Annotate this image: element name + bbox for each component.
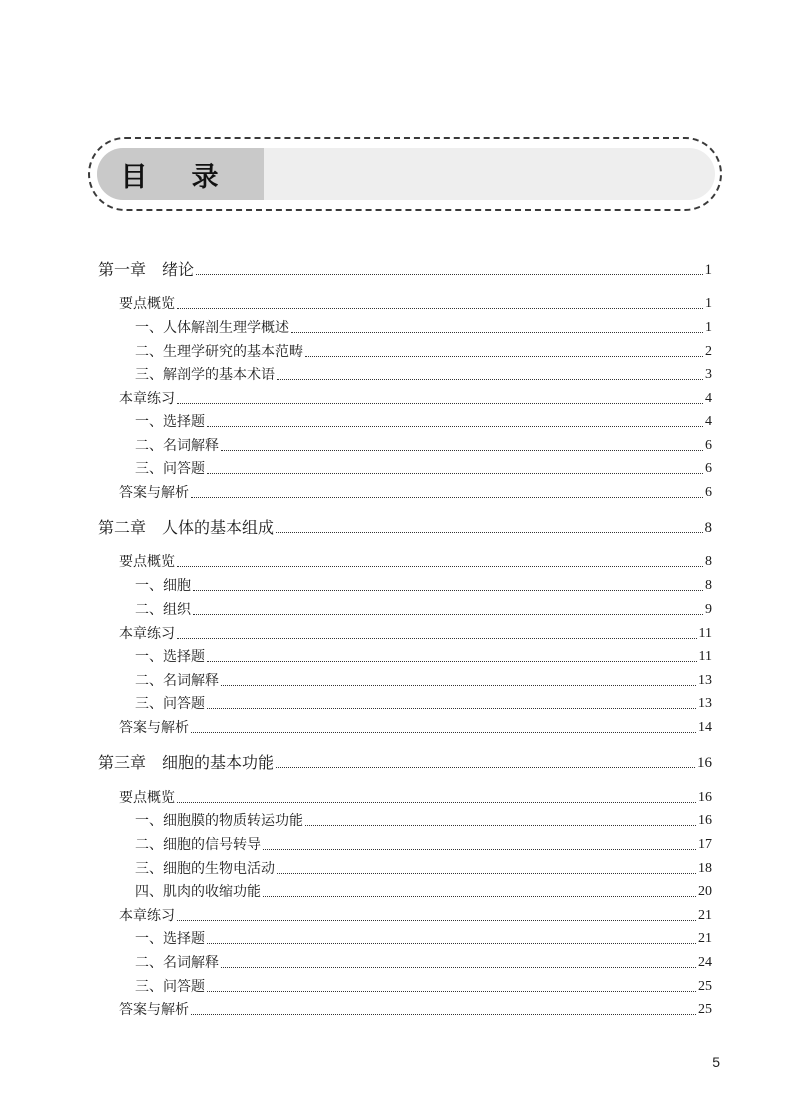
toc-entry-page: 16 [698, 813, 712, 828]
dot-leader [221, 450, 703, 451]
toc-entry-label: 本章练习 [119, 626, 175, 642]
toc-entry-page: 13 [698, 696, 712, 711]
toc-entry[interactable] [135, 456, 712, 478]
toc-entry[interactable] [119, 386, 712, 408]
toc-entry[interactable] [119, 291, 712, 313]
toc-entry[interactable] [119, 549, 712, 571]
toc-entry-page: 8 [704, 520, 712, 536]
toc-chapter-entry[interactable] [98, 750, 712, 772]
toc-entry-page: 2 [705, 344, 712, 359]
toc-entry-label: 一、细胞 [135, 578, 191, 594]
toc-entry-label: 三、细胞的生物电活动 [135, 861, 275, 877]
dot-leader [291, 332, 703, 333]
toc-entry-label: 答案与解析 [119, 1002, 189, 1018]
toc-entry-label: 答案与解析 [119, 720, 189, 736]
dot-leader [221, 685, 696, 686]
dot-leader [277, 873, 696, 874]
toc-entry-page: 24 [698, 955, 712, 970]
dot-leader [263, 849, 696, 850]
dot-leader [207, 708, 696, 709]
dot-leader [263, 896, 696, 897]
dot-leader [207, 991, 696, 992]
toc-entry[interactable] [135, 879, 712, 901]
toc-entry[interactable] [119, 997, 712, 1019]
dot-leader [221, 967, 696, 968]
toc-entry-page: 8 [705, 578, 712, 593]
toc-entry-page: 20 [698, 884, 712, 899]
toc-entry-label: 四、肌肉的收缩功能 [135, 884, 261, 900]
toc-entry-page: 1 [705, 320, 712, 335]
dot-leader [177, 920, 696, 921]
toc-entry-page: 6 [705, 438, 712, 453]
toc-entry-label: 二、生理学研究的基本范畴 [135, 344, 303, 360]
dot-leader [193, 590, 703, 591]
toc-entry-page: 1 [705, 296, 712, 311]
dot-leader [305, 356, 703, 357]
dot-leader [177, 566, 703, 567]
toc-entry-label: 一、选择题 [135, 931, 205, 947]
dot-leader [193, 614, 703, 615]
toc-entry[interactable] [135, 668, 712, 690]
toc-entry-page: 11 [698, 626, 712, 641]
toc-entry[interactable] [119, 715, 712, 737]
toc-entry[interactable] [135, 644, 712, 666]
toc-entry-label: 三、解剖学的基本术语 [135, 367, 275, 383]
toc-entry-page: 25 [698, 1002, 712, 1017]
toc-entry-page: 4 [705, 414, 712, 429]
dot-leader [276, 532, 702, 533]
toc-entry-page: 9 [705, 602, 712, 617]
toc-entry-page: 4 [705, 391, 712, 406]
toc-entry[interactable] [135, 832, 712, 854]
toc-entry-page: 8 [705, 554, 712, 569]
toc-entry[interactable] [119, 480, 712, 502]
dot-leader [177, 403, 703, 404]
toc-entry[interactable] [135, 926, 712, 948]
toc-entry-label: 要点概览 [119, 296, 175, 312]
toc-chapter-entry[interactable] [98, 515, 712, 537]
toc-entry-page: 13 [698, 673, 712, 688]
toc-entry[interactable] [119, 903, 712, 925]
toc-entry[interactable] [119, 785, 712, 807]
toc-entry-label: 二、组织 [135, 602, 191, 618]
dot-leader [305, 825, 696, 826]
toc-entry-page: 14 [698, 720, 712, 735]
toc-entry[interactable] [119, 621, 712, 643]
dot-leader [191, 732, 696, 733]
toc-entry[interactable] [135, 691, 712, 713]
toc-entry-page: 6 [705, 461, 712, 476]
dot-leader [207, 943, 696, 944]
dot-leader [177, 802, 696, 803]
toc-entry-label: 二、名词解释 [135, 673, 219, 689]
page-title: 目录 [120, 161, 263, 193]
dot-leader [177, 308, 703, 309]
dot-leader [191, 497, 703, 498]
toc-entry-page: 1 [704, 262, 712, 278]
toc-entry-page: 18 [698, 861, 712, 876]
toc-entry-page: 21 [698, 908, 712, 923]
toc-entry-label: 二、细胞的信号转导 [135, 837, 261, 853]
toc-entry-page: 16 [697, 755, 712, 771]
toc-entry-label: 答案与解析 [119, 485, 189, 501]
toc-entry[interactable] [135, 950, 712, 972]
dot-leader [177, 638, 697, 639]
toc-entry-label: 第二章 人体的基本组成 [98, 518, 275, 537]
page-number: 5 [712, 1054, 720, 1070]
toc-entry-label: 一、人体解剖生理学概述 [135, 320, 289, 336]
toc-entry-page: 6 [705, 485, 712, 500]
toc-entry-label: 一、细胞膜的物质转运功能 [135, 813, 303, 829]
toc-entry[interactable] [135, 409, 712, 431]
toc-entry-label: 要点概览 [119, 554, 175, 570]
toc-entry-label: 二、名词解释 [135, 955, 219, 971]
dot-leader [277, 379, 703, 380]
toc-entry-page: 16 [698, 790, 712, 805]
dot-leader [191, 1014, 696, 1015]
toc-entry-label: 要点概览 [119, 790, 175, 806]
toc-entry[interactable] [135, 315, 712, 337]
toc-entry[interactable] [135, 362, 712, 384]
toc-entry[interactable] [135, 339, 712, 361]
toc-chapter-entry[interactable] [98, 257, 712, 279]
toc-entry-page: 3 [705, 367, 712, 382]
toc-entry[interactable] [135, 573, 712, 595]
toc-entry-label: 三、问答题 [135, 461, 205, 477]
toc-entry-label: 一、选择题 [135, 649, 205, 665]
toc-entry[interactable] [135, 856, 712, 878]
dot-leader [207, 426, 703, 427]
toc-entry[interactable] [135, 597, 712, 619]
toc-entry-label: 本章练习 [119, 391, 175, 407]
toc-entry[interactable] [135, 433, 712, 455]
toc-entry-label: 三、问答题 [135, 979, 205, 995]
toc-entry[interactable] [135, 808, 712, 830]
toc-entry-label: 三、问答题 [135, 696, 205, 712]
toc-entry-page: 11 [698, 649, 712, 664]
toc-entry-page: 21 [698, 931, 712, 946]
toc-entry-label: 本章练习 [119, 908, 175, 924]
toc-entry-page: 25 [698, 979, 712, 994]
dot-leader [207, 661, 697, 662]
toc-entry-label: 第三章 细胞的基本功能 [98, 753, 275, 772]
toc-entry-label: 第一章 绪论 [98, 260, 195, 279]
toc-entry-label: 一、选择题 [135, 414, 205, 430]
dot-leader [196, 274, 702, 275]
toc-entry-label: 二、名词解释 [135, 438, 219, 454]
dot-leader [207, 473, 703, 474]
dot-leader [276, 767, 695, 768]
toc-entry[interactable] [135, 974, 712, 996]
toc-entry-page: 17 [698, 837, 712, 852]
